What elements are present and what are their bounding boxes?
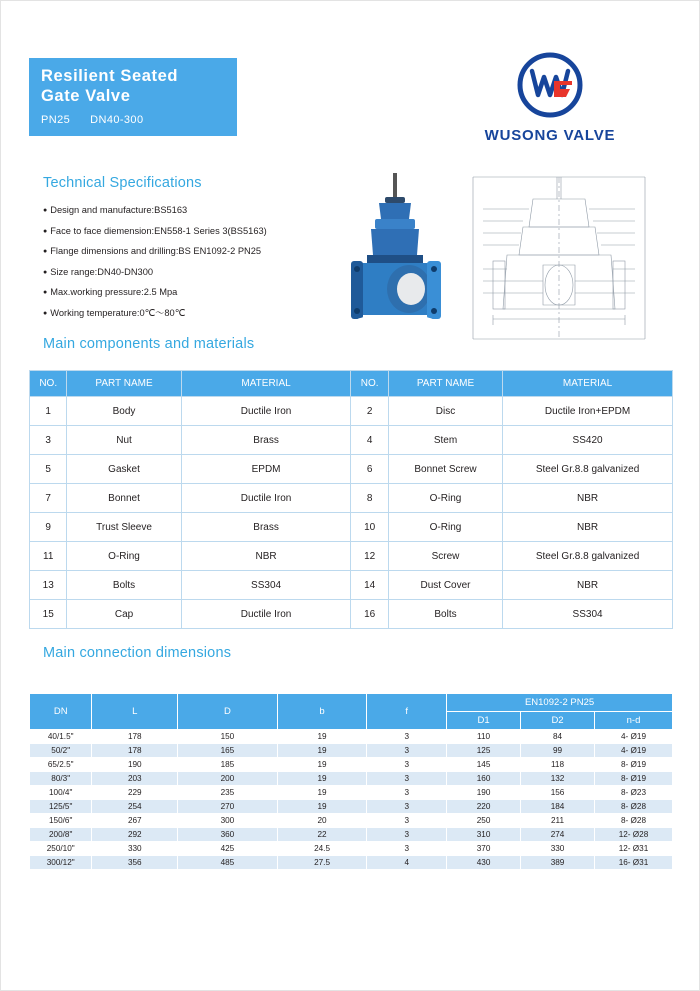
table-row [30,426,673,455]
specifications-list [43,201,343,324]
cell-d2: 211 [521,814,595,828]
dimensions-heading: Main connection dimensions [43,645,232,661]
column-header-dn: DN [30,694,92,730]
cell-no: 1 [30,397,67,426]
cell-l: 178 [92,730,178,744]
cell-d: 485 [178,856,278,870]
technical-drawing [463,169,655,351]
product-photo [331,169,461,349]
column-header-d: D [178,694,278,730]
cell-dn: 150/6" [30,814,92,828]
cell-f: 3 [367,744,447,758]
cell-d2: 84 [521,730,595,744]
cell-material: SS304 [503,600,673,629]
cell-material: NBR [181,542,351,571]
wusong-circle-logo-icon [465,51,635,123]
cell-no: 5 [30,455,67,484]
cell-f: 3 [367,842,447,856]
column-header-f: f [367,694,447,730]
cell-no: 16 [351,600,388,629]
table-row [30,730,673,744]
cell-d1: 125 [447,744,521,758]
cell-material: Steel Gr.8.8 galvanized [503,455,673,484]
cell-no: 4 [351,426,388,455]
dimensions-table [29,693,673,870]
cell-material: Ductile Iron [181,484,351,513]
cell-d1: 110 [447,730,521,744]
cell-d1: 220 [447,800,521,814]
cell-dn: 50/2" [30,744,92,758]
cell-part: Bolts [67,571,181,600]
cell-d2: 118 [521,758,595,772]
cell-d: 165 [178,744,278,758]
cell-material: SS420 [503,426,673,455]
cell-part: O-Ring [388,513,502,542]
column-header-nd: n-d [595,712,673,730]
column-header: MATERIAL [503,371,673,397]
cell-d2: 99 [521,744,595,758]
cell-part: Trust Sleeve [67,513,181,542]
cell-part: Screw [388,542,502,571]
cell-part: Bolts [388,600,502,629]
cell-part: O-Ring [388,484,502,513]
cell-material: NBR [503,571,673,600]
cell-nd: 4- Ø19 [595,730,673,744]
cell-d1: 310 [447,828,521,842]
cell-l: 229 [92,786,178,800]
cell-d1: 160 [447,772,521,786]
cell-no: 7 [30,484,67,513]
components-table [29,370,673,629]
product-title-line2: Gate Valve [41,87,131,105]
list-item: ● Face to face diemension:EN558-1 Series 3(BS5163) [43,222,343,243]
cell-part: Dust Cover [388,571,502,600]
cell-b: 22 [277,828,367,842]
cell-d: 360 [178,828,278,842]
table-row [30,484,673,513]
cell-f: 3 [367,730,447,744]
cell-nd: 8- Ø19 [595,758,673,772]
cell-no: 6 [351,455,388,484]
cell-d2: 156 [521,786,595,800]
list-item: ● Working temperature:0℃～80℃ [43,304,343,325]
table-header-row [30,371,673,397]
cell-dn: 300/12" [30,856,92,870]
cell-b: 19 [277,744,367,758]
cell-d: 425 [178,842,278,856]
cell-d2: 274 [521,828,595,842]
cell-b: 27.5 [277,856,367,870]
cell-d: 270 [178,800,278,814]
cell-b: 19 [277,786,367,800]
cell-b: 19 [277,758,367,772]
table-row [30,842,673,856]
cell-l: 254 [92,800,178,814]
table-row [30,786,673,800]
cell-no: 13 [30,571,67,600]
company-name: WUSONG VALVE [484,127,616,144]
cell-l: 178 [92,744,178,758]
table-row [30,455,673,484]
cell-dn: 65/2.5" [30,758,92,772]
cell-d1: 430 [447,856,521,870]
cell-nd: 8- Ø23 [595,786,673,800]
cell-b: 20 [277,814,367,828]
cell-nd: 12- Ø31 [595,842,673,856]
cell-no: 9 [30,513,67,542]
cell-no: 15 [30,600,67,629]
cell-material: Ductile Iron [181,600,351,629]
cell-dn: 200/8" [30,828,92,842]
cell-part: Body [67,397,181,426]
column-header: NO. [30,371,67,397]
cell-d: 235 [178,786,278,800]
column-header: PART NAME [67,371,181,397]
product-title-line1: Resilient Seated [41,67,179,85]
cell-f: 3 [367,758,447,772]
cell-f: 3 [367,786,447,800]
cell-no: 10 [351,513,388,542]
cell-b: 19 [277,800,367,814]
cell-d2: 184 [521,800,595,814]
column-header: NO. [351,371,388,397]
table-row [30,397,673,426]
cell-material: Steel Gr.8.8 galvanized [503,542,673,571]
cell-part: Gasket [67,455,181,484]
table-row [30,800,673,814]
cell-f: 3 [367,814,447,828]
cell-material: Brass [181,426,351,455]
cell-d: 200 [178,772,278,786]
cell-material: Ductile Iron [181,397,351,426]
table-row [30,571,673,600]
cell-no: 3 [30,426,67,455]
cell-d2: 389 [521,856,595,870]
cell-b: 24.5 [277,842,367,856]
table-row [30,600,673,629]
cell-nd: 8- Ø28 [595,814,673,828]
company-logo [465,51,635,144]
cell-d1: 190 [447,786,521,800]
cell-material: SS304 [181,571,351,600]
cell-dn: 250/10" [30,842,92,856]
cell-no: 11 [30,542,67,571]
table-row [30,856,673,870]
cell-f: 4 [367,856,447,870]
cell-part: Cap [67,600,181,629]
cell-d1: 145 [447,758,521,772]
cell-d: 150 [178,730,278,744]
list-item: ● Design and manufacture:BS5163 [43,201,343,222]
cell-l: 292 [92,828,178,842]
cell-f: 3 [367,772,447,786]
cell-d2: 132 [521,772,595,786]
column-header: MATERIAL [181,371,351,397]
column-header-d2: D2 [521,712,595,730]
cell-dn: 100/4" [30,786,92,800]
table-header-row [30,694,673,712]
table-row [30,513,673,542]
cell-material: EPDM [181,455,351,484]
cell-l: 203 [92,772,178,786]
cell-nd: 8- Ø28 [595,800,673,814]
cell-part: Bonnet Screw [388,455,502,484]
list-item: ● Flange dimensions and drilling:BS EN1092-2 PN25 [43,242,343,263]
cell-material: Ductile Iron+EPDM [503,397,673,426]
cell-dn: 40/1.5" [30,730,92,744]
cell-nd: 8- Ø19 [595,772,673,786]
pressure-rating: PN25 [41,114,71,126]
cell-part: Nut [67,426,181,455]
column-header-d1: D1 [447,712,521,730]
list-item: ● Max.working pressure:2.5 Mpa [43,283,343,304]
cell-l: 356 [92,856,178,870]
cell-l: 190 [92,758,178,772]
list-item: ● Size range:DN40-DN300 [43,263,343,284]
cell-no: 8 [351,484,388,513]
cell-dn: 125/5" [30,800,92,814]
cell-nd: 12- Ø28 [595,828,673,842]
cell-part: Disc [388,397,502,426]
cell-material: Brass [181,513,351,542]
cell-no: 12 [351,542,388,571]
cell-d1: 250 [447,814,521,828]
cell-material: NBR [503,513,673,542]
cell-part: Stem [388,426,502,455]
cell-part: O-Ring [67,542,181,571]
cell-d: 300 [178,814,278,828]
column-header: PART NAME [388,371,502,397]
cell-nd: 4- Ø19 [595,744,673,758]
cell-d2: 330 [521,842,595,856]
cell-d: 185 [178,758,278,772]
cell-material: NBR [503,484,673,513]
column-group-header: EN1092-2 PN25 [447,694,673,712]
cell-l: 330 [92,842,178,856]
table-row [30,542,673,571]
cell-f: 3 [367,800,447,814]
cell-f: 3 [367,828,447,842]
cell-no: 14 [351,571,388,600]
product-rating [41,114,227,126]
column-header-b: b [277,694,367,730]
product-title-block [29,58,237,136]
cell-b: 19 [277,772,367,786]
cell-no: 2 [351,397,388,426]
cell-part: Bonnet [67,484,181,513]
cell-b: 19 [277,730,367,744]
cell-d1: 370 [447,842,521,856]
specifications-heading: Technical Specifications [43,175,202,191]
components-heading: Main components and materials [43,336,255,352]
table-row [30,814,673,828]
cell-l: 267 [92,814,178,828]
table-row [30,772,673,786]
cell-dn: 80/3" [30,772,92,786]
table-row [30,744,673,758]
size-range: DN40-300 [90,114,144,126]
cell-nd: 16- Ø31 [595,856,673,870]
table-row [30,758,673,772]
column-header-l: L [92,694,178,730]
table-row [30,828,673,842]
